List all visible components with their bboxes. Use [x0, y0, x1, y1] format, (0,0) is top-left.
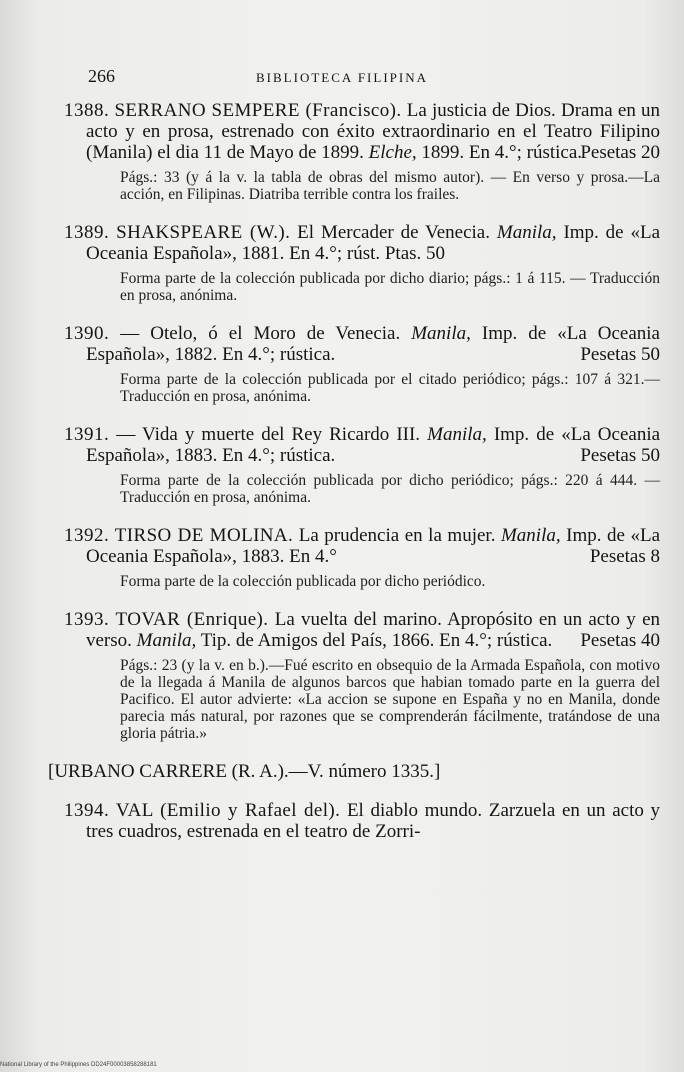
running-title: BIBLIOTECA FILIPINA — [256, 70, 428, 85]
entry-note: Págs.: 23 (y la v. en b.).—Fué escrito en obsequio de la Armada Española, con motivo de la llegada á Manila de algunos barcos que habian tomado parte en la guerra del Pacifico. El autor advierte: «La accion se supone en España y no en Manila, donde parecia más natural, por razones que se comprenderán fácilmente, tratándose de una gloria pátria.» — [120, 657, 660, 742]
entry-author: TOVAR (Enrique). — [115, 609, 269, 630]
entry-place: Elche, — [368, 142, 417, 163]
entry-title: La vuelta del marino. Apropósito en un acto y en verso. — [86, 609, 661, 651]
entry-title: Vida y muerte del Rey Ricardo III. — [142, 424, 421, 445]
entry-note: Forma parte de la colección publicada por dicho periódico; págs.: 220 á 444. —Traducción en prosa, anónima. — [120, 472, 660, 506]
entry-place: Manila, — [136, 630, 197, 651]
entry-imprint: 1899. En 4.°; rústica. — [421, 142, 583, 163]
entry-note: Forma parte de la colección publicada por el citado periódico; págs.: 107 á 321.—Traducción en prosa, anónima. — [120, 371, 660, 405]
entry-number: 1394. — [64, 800, 110, 821]
page-number: 266 — [88, 66, 115, 86]
entry-price: Pesetas 8 — [589, 546, 660, 567]
entry-price: Pesetas 50 — [580, 344, 660, 365]
entry-place: Manila, — [500, 525, 561, 546]
entry-1392 — [64, 525, 660, 590]
entry-author: TIRSO DE MOLINA. — [114, 525, 294, 546]
entry-number: 1389. — [64, 222, 110, 243]
entry-1390 — [64, 323, 660, 405]
entry-title: La prudencia en la mujer. — [298, 525, 496, 546]
entry-imprint: Imp. de «La Oceania Española», 1881. En 4.°; rúst. Ptas. 50 — [86, 222, 661, 264]
entry-number: 1391. — [64, 424, 110, 445]
entry-place: Manila, — [411, 323, 471, 344]
entry-place: Manila, — [427, 424, 487, 445]
entry-number: 1393. — [64, 609, 110, 630]
entry-author: SHAKSPEARE (W.). — [116, 222, 291, 243]
entry-imprint: Imp. de «La Oceania Española», 1883. En 4.°; rústica. — [86, 424, 661, 466]
entry-imprint: Imp. de «La Oceania Española», 1882. En 4.°; rústica. — [86, 323, 660, 365]
entry-title: La justicia de Dios. Drama en un acto y en prosa, estrenado con éxito extraordinario en el Teatro Filipino (Manila) el dia 11 de Mayo de 1899. — [86, 100, 661, 163]
entry-author: SERRANO SEMPERE (Francisco). — [114, 100, 402, 121]
entry-author: — — [116, 424, 136, 445]
entry-title: Otelo, ó el Moro de Venecia. — [150, 323, 401, 344]
entry-1393 — [64, 609, 660, 742]
entry-number: 1392. — [64, 525, 110, 546]
page-header — [0, 66, 684, 90]
entry-1391 — [64, 424, 660, 506]
entry-author: VAL (Emilio y Rafael del). — [115, 800, 341, 821]
entry-note: Forma parte de la colección publicada por dicho periódico. — [120, 573, 486, 590]
entry-price: Pesetas 50 — [580, 445, 660, 466]
entry-title: El diablo mundo. Zarzuela en un acto y tres cuadros, estrenada en el teatro de Zorri- — [86, 800, 661, 842]
entry-1389 — [64, 222, 660, 304]
bibliography-content — [48, 100, 661, 861]
entry-imprint: Tip. de Amigos del País, 1866. En 4.°; rústica. — [200, 630, 553, 651]
entry-note: Forma parte de la colección publicada por dicho diario; págs.: 1 á 115. — Traducción en prosa, anónima. — [120, 270, 660, 304]
entry-author: — — [120, 323, 140, 344]
entry-note: Págs.: 33 (y á la v. la tabla de obras del mismo autor). — En verso y prosa.—La acción, en Filipinas. Diatriba terrible contra los frailes. — [120, 169, 660, 203]
entry-1394 — [64, 800, 660, 842]
entry-price: Pesetas 20 — [580, 142, 660, 163]
entry-1388 — [64, 100, 660, 203]
entry-number: 1388. — [64, 100, 110, 121]
scan-footer: National Library of the Philippines DD24F00003858288181 — [0, 1062, 157, 1068]
entry-place: Manila, — [496, 222, 557, 243]
entry-title: El Mercader de Venecia. — [297, 222, 490, 243]
entry-price: Pesetas 40 — [580, 630, 660, 651]
entry-number: 1390. — [64, 323, 110, 344]
cross-reference: [URBANO CARRERE (R. A.).—V. número 1335.] — [48, 761, 441, 782]
entry-imprint: Imp. de «La Oceania Española», 1883. En 4.° — [86, 525, 661, 567]
